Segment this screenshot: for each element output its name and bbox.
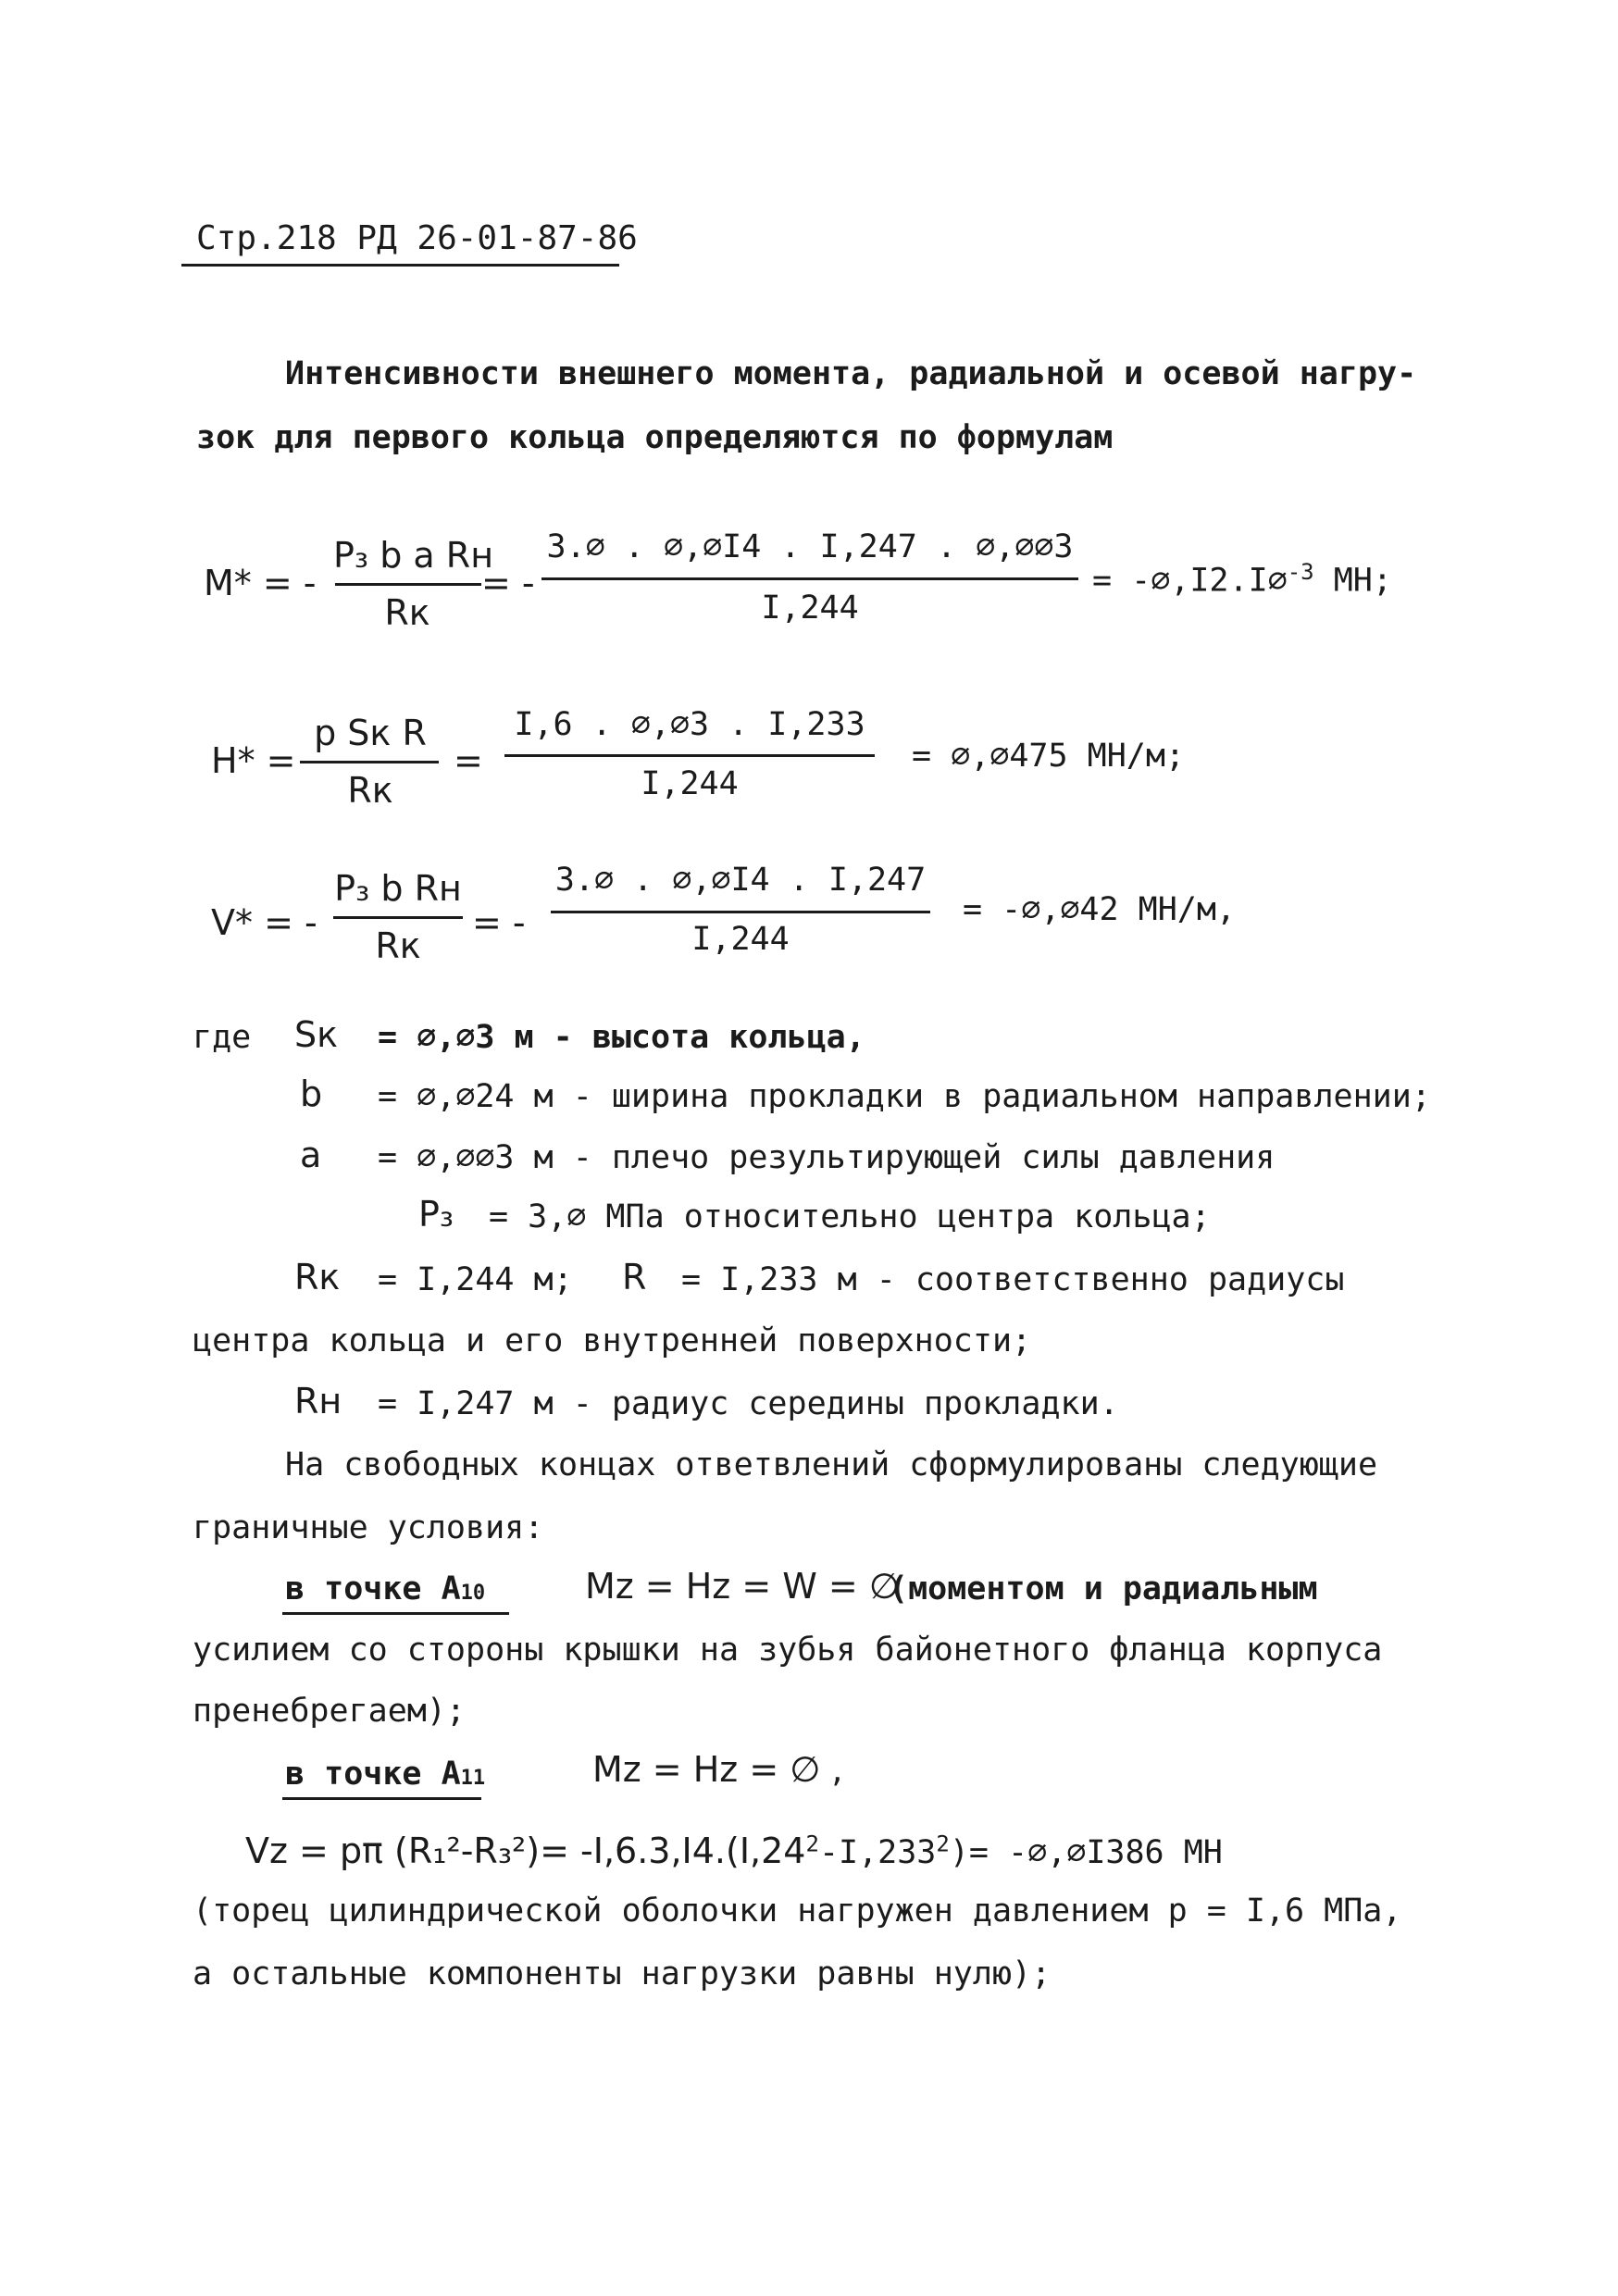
formula-h-sym-bar — [300, 761, 439, 763]
point-a10-equation: Mz = Hz = W = ∅ — [585, 1566, 900, 1607]
formula-h-eq2: = — [454, 740, 483, 781]
def-rn-symbol: Rн — [294, 1381, 342, 1421]
formula-h-denominator: I,244 — [641, 765, 739, 802]
boundary-line-2: граничные условия: — [193, 1509, 544, 1546]
intro-line-1: Интенсивности внешнего момента, радиальной и осевой нагру- — [285, 355, 1417, 392]
formula-m-numerator: 3.∅ . ∅,∅I4 . I,247 . ∅,∅∅3 — [546, 528, 1074, 565]
def-a-symbol: a — [300, 1135, 322, 1175]
formula-v-sym-numerator: P₃ b Rн — [334, 868, 462, 909]
def-rk-line2: центра кольца и его внутренней поверхности; — [193, 1322, 1032, 1359]
formula-h-lhs: H* = — [211, 740, 296, 781]
formula-m-lhs: M* = - — [204, 563, 317, 603]
formula-v-sym-bar — [333, 916, 463, 919]
formula-v-result: = -∅,∅42 МН/м, — [963, 891, 1237, 928]
formula-h-sym-denominator: Rк — [347, 770, 393, 811]
formula-h-result: = ∅,∅475 МН/м; — [912, 738, 1186, 775]
formula-m-exponent: -3 — [1287, 559, 1314, 585]
formula-h-numerator: I,6 . ∅,∅3 . I,233 — [514, 706, 865, 743]
note-line-2: а остальные компоненты нагрузки равны нулю); — [193, 1955, 1052, 1992]
point-a10-underline — [282, 1612, 509, 1615]
point-a10-note: (моментом и радиальным — [889, 1570, 1318, 1607]
def-p3-symbol: P₃ — [418, 1194, 454, 1235]
formula-m-fraction-bar — [541, 577, 1078, 580]
formula-m-denominator: I,244 — [761, 590, 859, 627]
def-r-symbol: R — [622, 1257, 647, 1297]
point-a11-equation: Mz = Hz = ∅ , — [592, 1749, 843, 1790]
point-a10-subscript: 10 — [460, 1582, 486, 1605]
def-rk-text: = I,244 м; — [378, 1261, 573, 1298]
formula-v-numerator: 3.∅ . ∅,∅I4 . I,247 — [554, 862, 927, 899]
formula-m-eq2: = - — [481, 563, 535, 603]
def-sk-text: = ∅,∅3 м - высота кольца, — [378, 1019, 865, 1056]
def-p3-text: = 3,∅ МПа относительно центра кольца; — [489, 1198, 1211, 1235]
formula-v-fraction-bar — [551, 911, 930, 913]
formula-m-unit: МН; — [1333, 562, 1392, 600]
page-header: Стр.218 РД 26-01-87-86 — [196, 219, 638, 257]
formula-m-result — [1092, 559, 1392, 601]
def-r-text: = I,233 м - соответственно радиусы — [681, 1261, 1345, 1298]
vz-formula: Vz = pπ $(R_1^2-R_3^2)= -I,6.3,I4.(I,24^2-I,233^2)=$ -∅,∅I386 МН — [245, 1831, 1223, 1871]
boundary-line-1: На свободных концах ответвлений сформулированы следующие — [285, 1446, 1378, 1483]
formula-m-sym-denominator: Rк — [384, 592, 430, 633]
formula-v-lhs: V* = - — [211, 902, 317, 943]
point-a11-underline — [282, 1797, 481, 1800]
def-sk-symbol: Sк — [294, 1014, 339, 1055]
formula-m-sym-bar — [335, 583, 481, 586]
def-rk-symbol: Rк — [294, 1257, 341, 1297]
formula-v-sym-denominator: Rк — [375, 925, 421, 966]
point-a11-subscript: 11 — [460, 1767, 486, 1790]
point-a10-line-2: усилием со стороны крышки на зубья байонетного фланца корпуса — [193, 1632, 1383, 1669]
intro-line-2: зок для первого кольца определяются по формулам — [196, 419, 1114, 456]
header-underline — [181, 264, 619, 267]
note-line-1: (торец цилиндрической оболочки нагружен давлением p = I,6 МПа, — [193, 1893, 1402, 1930]
point-a10-line-3: пренебрегаем); — [193, 1693, 467, 1730]
def-rn-text: = I,247 м - радиус середины прокладки. — [378, 1385, 1119, 1422]
point-a11-label: в точке A11 — [285, 1756, 486, 1793]
def-a-text: = ∅,∅∅3 м - плечо результирующей силы давления — [378, 1139, 1276, 1176]
def-b-symbol: b — [300, 1074, 323, 1114]
formula-m-sym-numerator: P₃ b a Rн — [333, 535, 494, 576]
where-label: где — [193, 1019, 252, 1056]
formula-v-eq2: = - — [472, 902, 526, 943]
point-a10-label: в точке A10 — [285, 1570, 486, 1607]
def-b-text: = ∅,∅24 м - ширина прокладки в радиальном направлении; — [378, 1078, 1431, 1115]
formula-v-denominator: I,244 — [691, 921, 790, 958]
formula-h-fraction-bar — [504, 754, 875, 757]
formula-h-sym-numerator: p Sк R — [314, 713, 427, 753]
formula-m-result-value: = -∅,I2.I∅ — [1092, 562, 1288, 600]
